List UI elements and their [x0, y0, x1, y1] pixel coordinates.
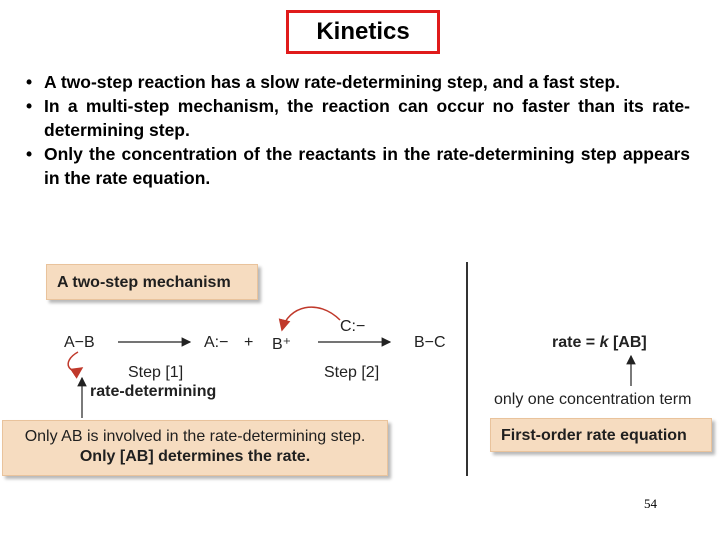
cation-b: B⁺ [272, 336, 292, 353]
note-line-2: Only [AB] determines the rate. [79, 448, 311, 465]
rate-determining-label: rate-determining [90, 383, 217, 400]
concentration-note: only one concentration term [494, 391, 692, 408]
carbanion-c: C:− [340, 318, 366, 335]
bullet-item: • Only the concentration of the reactants in the rate-determining step appears in the rate equation. [26, 142, 690, 190]
plus-sign: + [244, 334, 254, 351]
note-line-1: Only AB is involved in the rate-determining step. [24, 428, 366, 445]
note-box [2, 420, 388, 476]
reactant-ab: A−B [64, 334, 95, 351]
first-order-label: First-order rate equation [490, 418, 712, 452]
curved-electron-arrow-1 [68, 352, 82, 370]
curved-electron-arrow-2 [282, 307, 340, 330]
page-number: 54 [644, 496, 657, 511]
product-bc: B−C [414, 334, 446, 351]
step2-label: Step [2] [324, 364, 380, 381]
step1-label: Step [1] [128, 364, 184, 381]
slide-title: Kinetics [286, 10, 440, 54]
bullet-item: • In a multi-step mechanism, the reaction can occur no faster than its rate-determining step. [26, 94, 690, 142]
anion-a: A:− [204, 334, 229, 351]
mechanism-label: A two-step mechanism [46, 264, 258, 300]
bullet-item: • A two-step reaction has a slow rate-determining step, and a fast step. [26, 70, 690, 94]
vertical-divider [466, 262, 468, 476]
rate-equation: rate = k [AB] [552, 334, 647, 351]
